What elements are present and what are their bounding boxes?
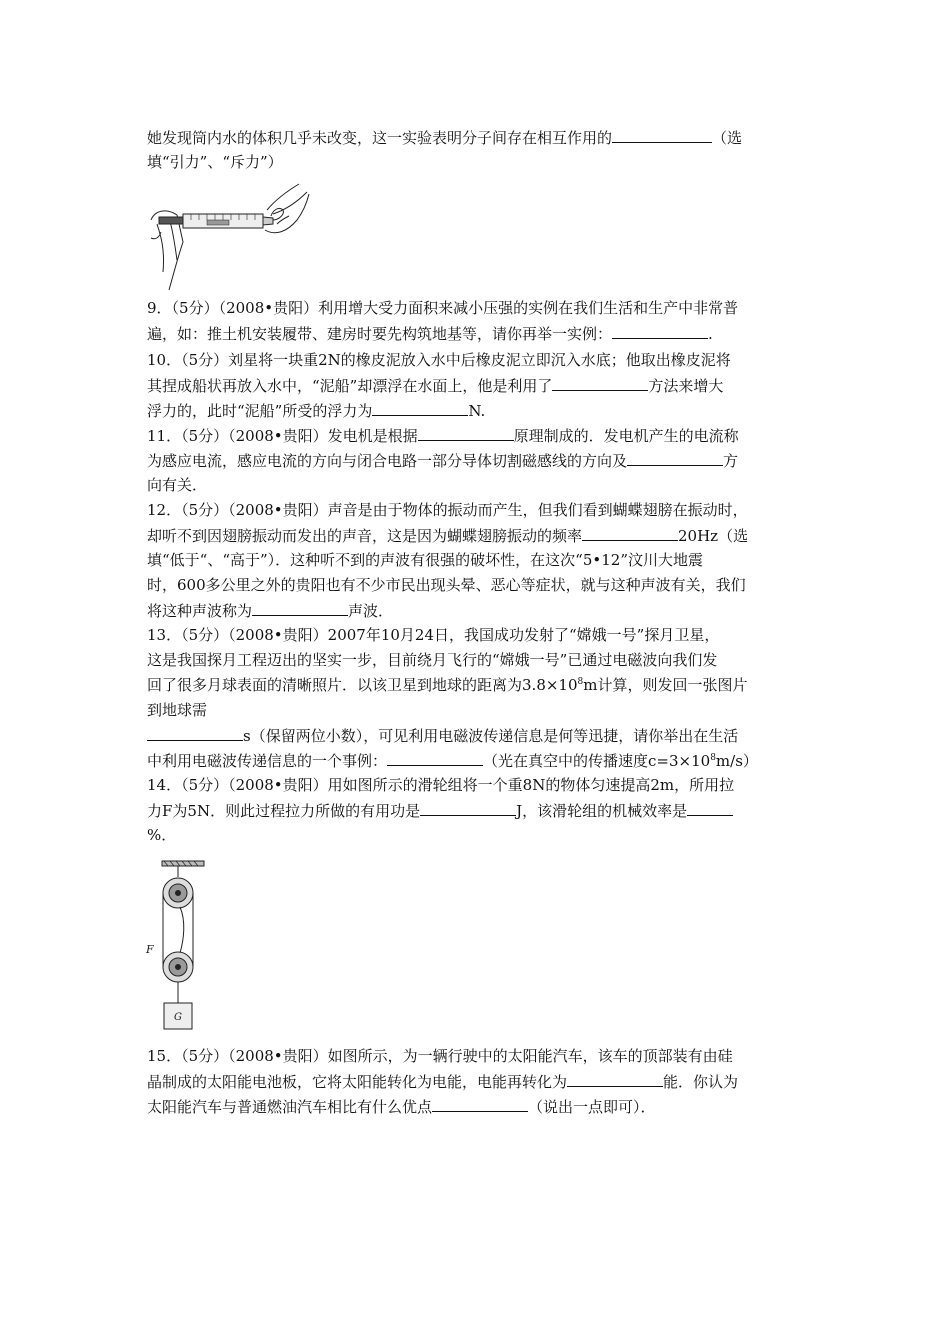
text: 13．（5分）（2008•贵阳）2007年10月24日，我国成功发射了“嫦娥一号”探月卫星， — [147, 626, 720, 644]
text: 其捏成船状再放入水中，“泥船”却漂浮在水面上，他是利用了 — [147, 377, 553, 395]
answer-blank — [552, 373, 648, 391]
question-9 — [147, 296, 812, 346]
question-14 — [147, 773, 812, 848]
question-10 — [147, 348, 812, 423]
text: 她发现筒内水的体积几乎未改变，这一实验表明分子间存在相互作用的 — [147, 129, 613, 147]
weight-label: G — [174, 1012, 182, 1023]
answer-blank — [418, 423, 514, 441]
text: 力F为5N．则此过程拉力所做的有用功是 — [147, 802, 421, 820]
answer-blank — [612, 125, 712, 143]
text: 到地球需 — [147, 701, 208, 719]
answer-blank — [432, 1094, 528, 1112]
text: 方 — [723, 452, 739, 470]
question-15 — [147, 1044, 812, 1119]
text: 时，600多公里之外的贵阳也有不少市民出现头晕、恶心等症状，就与这种声波有关，我们 — [147, 576, 746, 594]
text: 9．（5分）（2008•贵阳）利用增大受力面积来减小压强的实例在我们生活和生产中非常普 — [147, 299, 739, 317]
text: J，该滑轮组的机械效率是 — [516, 802, 688, 820]
text: 14．（5分）（2008•贵阳）用如图所示的滑轮组将一个重8N的物体匀速提高2m，所用拉 — [147, 776, 735, 794]
answer-blank — [372, 398, 468, 416]
text: 太阳能汽车与普通燃油汽车相比有什么优点 — [147, 1098, 433, 1116]
answer-blank — [582, 523, 678, 541]
text: （光在真空中的传播速度c=3×10 — [483, 752, 711, 770]
exponent: 8 — [710, 753, 716, 763]
text: N. — [468, 402, 486, 420]
text: 将这种声波称为 — [147, 602, 253, 620]
text: %． — [147, 826, 177, 844]
text: m/s） — [715, 752, 758, 770]
text: 12．（5分）（2008•贵阳）声音是由于物体的振动而产生，但我们看到蝴蝶翅膀在振动时， — [147, 501, 748, 519]
text: （说出一点即可）． — [528, 1098, 656, 1116]
text: 15．（5分）（2008•贵阳）如图所示，为一辆行驶中的太阳能汽车，该车的顶部装有由硅 — [147, 1047, 733, 1065]
text: 填“低于“、“高于”）．这种听不到的声波有很强的破坏性，在这次“5•12”汶川大地震 — [147, 551, 703, 569]
text: 20Hz（选 — [678, 527, 749, 545]
question-13 — [147, 623, 812, 773]
text: 这是我国探月工程迈出的坚实一步，目前绕月飞行的“嫦娥一号”已通过电磁波向我们发 — [147, 651, 718, 669]
answer-blank — [567, 1069, 663, 1087]
text: 能．你认为 — [663, 1073, 739, 1091]
text: （选 — [712, 129, 743, 147]
text: 中利用电磁波传递信息的一个事例： — [147, 752, 388, 770]
text: 为感应电流，感应电流的方向与闭合电路一部分导体切割磁感线的方向及 — [147, 452, 628, 470]
force-label: F — [146, 943, 154, 956]
text: 回了很多月球表面的清晰照片．以该卫星到地球的距离为3.8×10 — [147, 676, 578, 694]
question-12 — [147, 498, 812, 623]
answer-blank — [252, 598, 348, 616]
answer-blank — [420, 798, 516, 816]
text: 却听不到因翅膀振动而发出的声音，这是因为蝴蝶翅膀振动的频率 — [147, 527, 583, 545]
text: 晶制成的太阳能电池板，它将太阳能转化为电能，电能再转化为 — [147, 1073, 568, 1091]
text: 填“引力”、“斥力”） — [147, 153, 283, 171]
exponent: 8 — [577, 677, 584, 687]
text: 遍，如：推土机安装履带、建房时要先构筑地基等，请你再举一实例： — [147, 325, 613, 343]
question-8-continuation — [147, 125, 812, 175]
text: s（保留两位小数），可见利用电磁波传递信息是何等迅捷，请你举出在生活 — [243, 727, 739, 745]
pulley-system-figure — [140, 855, 210, 1035]
text: 向有关． — [147, 476, 208, 494]
answer-blank — [627, 448, 723, 466]
answer-blank — [687, 798, 733, 816]
text: 原理制成的．发电机产生的电流称 — [513, 427, 739, 445]
question-11 — [147, 423, 812, 498]
answer-blank — [147, 723, 243, 741]
answer-blank — [612, 321, 708, 339]
text: 声波． — [348, 602, 394, 620]
text: 方法来增大 — [648, 377, 724, 395]
text: 浮力的，此时“泥船”所受的浮力为 — [147, 402, 373, 420]
syringe-experiment-figure — [147, 180, 310, 292]
text: m计算，则发回一张图片 — [583, 676, 748, 694]
answer-blank — [387, 748, 483, 766]
text: . — [708, 325, 713, 343]
text: 11．（5分）（2008•贵阳）发电机是根据 — [147, 427, 418, 445]
text: 10．（5分）刘星将一块重2N的橡皮泥放入水中后橡皮泥立即沉入水底；他取出橡皮泥将 — [147, 351, 731, 369]
